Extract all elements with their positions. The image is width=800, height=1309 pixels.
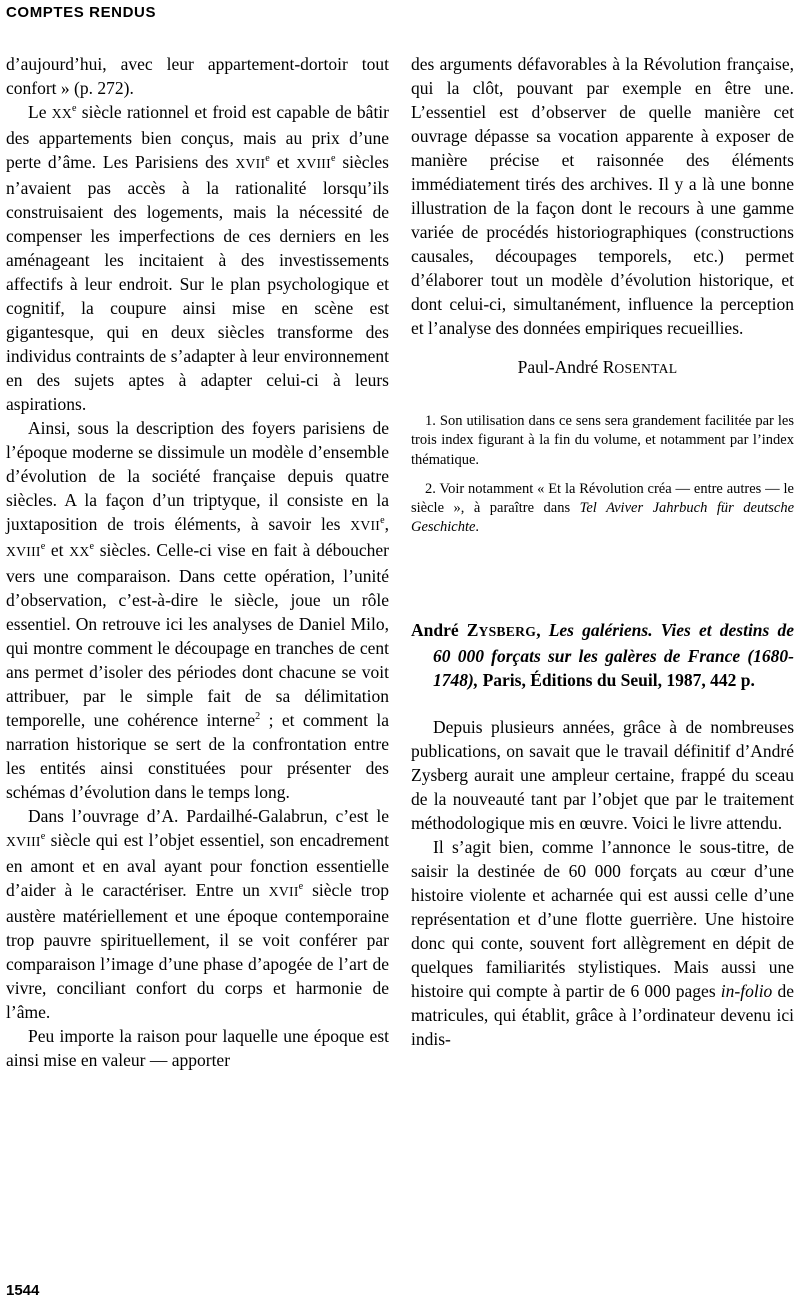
paragraph: d’aujourd’hui, avec leur appartement-dortoir tout confort » (p. 272). (6, 54, 389, 98)
page-number: 1544 (6, 1282, 40, 1299)
right-column (411, 52, 794, 1051)
footnotes (411, 412, 794, 538)
book-review-heading: André ZYSBERG, Les galériens. Vies et destins de 60 000 forçats sur les galères de France (1680-1748), Paris, Éditions du Seuil, 1987, 442 p. (411, 619, 795, 690)
paragraph: Depuis plusieurs années, grâce à de nombreuses publications, on savait que le travail définitif d’André Zysberg aurait une ampleur certaine, frappé du sceau de la nouveauté tant par l’objet que par le traitement méthodologique mis en œuvre. Voici le livre attendu. (411, 716, 794, 833)
footnote: 1. Son utilisation dans ce sens sera grandement facilitée par les trois index figurant à la fin du volume, et notamment par l’index thématique. (411, 413, 794, 468)
footnote: 2. Voir notamment « Et la Révolution créa — entre autres — le siècle », à paraître dans Tel Aviver Jahrbuch für deutsche Geschichte. (411, 480, 794, 536)
running-header: COMPTES RENDUS (6, 4, 157, 21)
review-1-text (411, 52, 794, 340)
review-author-signature: Paul-André ROSENTAL (517, 357, 678, 377)
paragraph: Peu importe la raison pour laquelle une époque est ainsi mise en valeur — apporter (6, 1026, 389, 1070)
paragraph: Il s’agit bien, comme l’annonce le sous-titre, de saisir la destinée de 60 000 forçats au cœur d’une histoire violente et acharnée qui est aussi celle d’une représentation et d’une flotte guerrière. Une histoire donc qui conte, souvent fort allègrement en dépit de quelques familiarités stylistiques. Mais aussi une histoire qui compte à partir de 6 000 pages in-folio de matricules, qui établit, grâce à l’ordinateur devenu ici indis- (411, 836, 794, 1049)
paragraph: Le XXe siècle rationnel et froid est capable de bâtir des appartements bien conçus, mais au prix d’une perte d’âme. Les Parisiens des XVIIe et XVIIIe siècles n’avaient pas accès à la rationalité lorsqu’ils construisaient des logements, mais la nécessité de compenser les imperfections de ces derniers en les aménageant les incitaient à des investissements affectifs à leur endroit. Sur le plan psychologique et cognitif, la coupure ainsi mise en scène est gigantesque, qui en deux siècles transforme des individus contraints de s’adapter à leur environnement en des sujets aptes à adapter celui-ci à leurs aspirations. (6, 102, 390, 414)
paragraph: Ainsi, sous la description des foyers parisiens de l’époque moderne se dissimule un modèle d’ensemble d’évolution de la société française depuis quatre siècles. A la façon d’un triptyque, il consiste en la juxtaposition de trois éléments, à savoir les XVIIe, XVIIIe et XXe siècles. Celle-ci vise en fait à déboucher vers une comparaison. Dans cette opération, l’unité d’observation, c’est-à-dire le siècle, joue un rôle essentiel. On retrouve ici les analyses de Daniel Milo, qui montre comment le découpage en tranches de cent ans permet d’isoler des périodes dont chacune se voit attribuer, par le simple fait de sa délimitation temporelle, une cohérence interne$^2$ ; et comment la narration historique se sert de la confrontation entre les entités ainsi constituées pour présenter des schémas d’évolution dans le temps long. (6, 418, 389, 802)
paragraph: des arguments défavorables à la Révolution française, qui la clôt, pouvant par exemple en être une. L’essentiel est d’observer de quelle manière cet ouvrage dépasse sa vocation apparente à exposer de manière précise et raisonnée des éléments immédiatement tirés des archives. Il y a là une bonne illustration de la façon dont le recours à une gamme variée de procédés historiographiques (constructions causales, découpages temporels, etc.) permet d’élaborer tout un modèle d’évolution historique, et dont celui-ci, simultanément, influence la perception et l’analyse des données empiriques recueillies. (411, 54, 794, 338)
review-2-text (411, 715, 794, 1051)
left-column (6, 52, 389, 1072)
text-columns (6, 52, 794, 1072)
paragraph: Dans l’ouvrage d’A. Pardailhé-Galabrun, c’est le XVIIIe siècle qui est l’objet essentiel, son encadrement en amont et en aval ayant pour fonction essentielle d’aider à le caractériser. Entre un XVIIe siècle trop austère matériellement et une époque contemporaine trop pauvre spirituellement, il se voit conférer par comparaison l’image d’une phase d’apogée de l’art de vivre, conciliant confort du corps et harmonie de l’âme. (6, 806, 389, 1022)
